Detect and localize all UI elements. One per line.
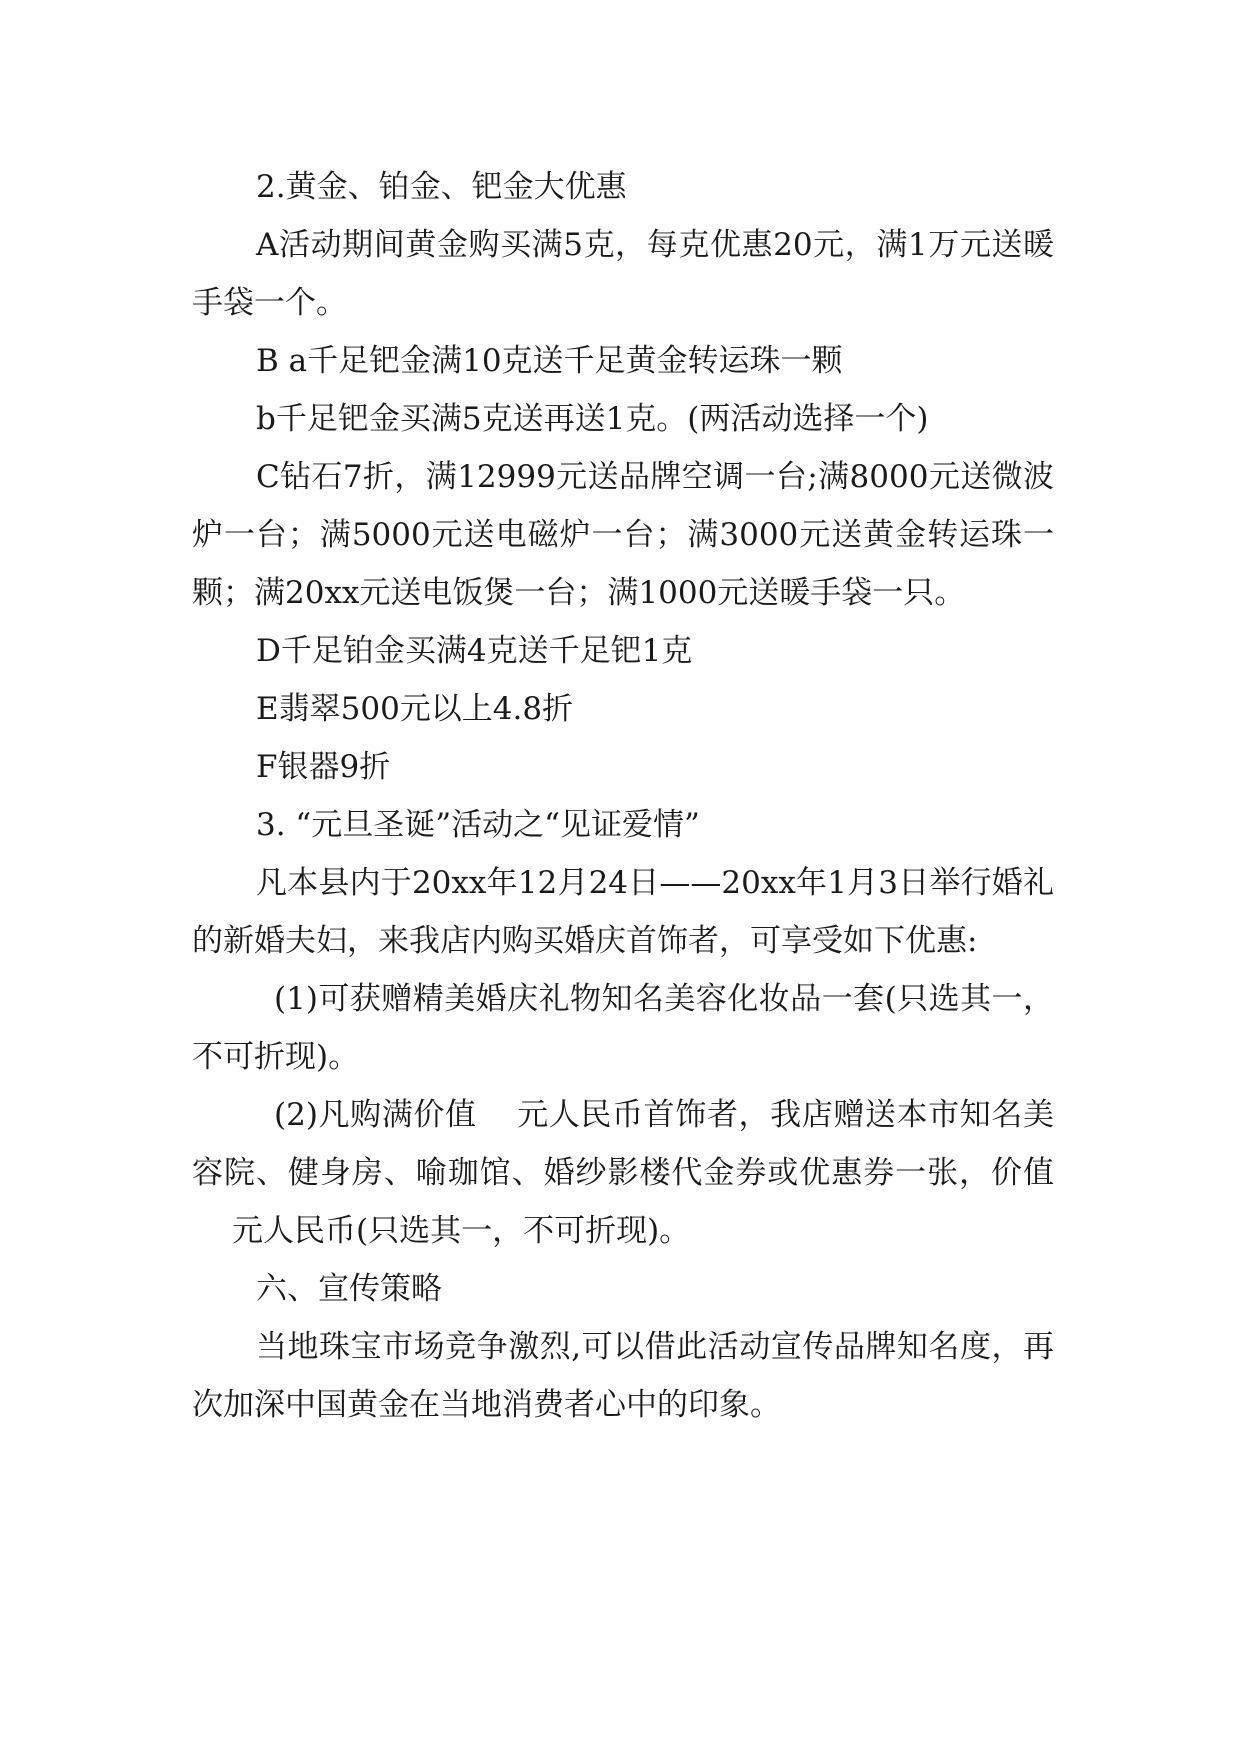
paragraph-item-c: C钻石7折，满12999元送品牌空调一台;满8000元送微波炉一台；满5000元送电磁炉一台；满3000元送黄金转运珠一颗；满20xx元送电饭煲一台；满1000元送暖手袋一只。 [192,459,1054,611]
paragraph-item-e: E翡翠500元以上4.8折 [256,691,574,727]
offer-2-part-2: 元人民币首饰者，我店赠送本市知名美容院、健身房、喻珈馆、婚纱影楼代金券或优惠券一张，价值 [192,1097,1054,1191]
section-heading-gold-discount: 2.黄金、铂金、钯金大优惠 [256,169,627,205]
paragraph-item-b-b: b千足钯金买满5克送再送1克。(两活动选择一个) [256,401,929,437]
paragraph-offer-2 [192,1086,1054,1260]
offer-2-part-3: 元人民币(只选其一，不可折现)。 [232,1213,691,1249]
paragraph-item-a: A活动期间黄金购买满5克，每克优惠20元，满1万元送暖手袋一个。 [192,227,1054,321]
paragraph-item-d: D千足铂金买满4克送千足钯1克 [256,633,693,669]
section-heading-witness-love: 3. “元旦圣诞”活动之“见证爱情” [256,807,700,843]
paragraph-item-f: F银器9折 [256,749,391,785]
paragraph-promotion-strategy: 当地珠宝市场竞争激烈,可以借此活动宣传品牌知名度，再次加深中国黄金在当地消费者心中的印象。 [192,1329,1054,1423]
paragraph-offer-1: (1)可获赠精美婚庆礼物知名美容化妆品一套(只选其一，不可折现)。 [192,981,1054,1075]
offer-2-part-1: (2)凡购满价值 [274,1097,477,1133]
section-heading-promotion-strategy: 六、宣传策略 [256,1271,442,1307]
document-page [192,158,1054,1434]
paragraph-item-b-a: B a千足钯金满10克送千足黄金转运珠一颗 [256,343,843,379]
paragraph-wedding-offer: 凡本县内于20xx年12月24日——20xx年1月3日举行婚礼的新婚夫妇，来我店内购买婚庆首饰者，可享受如下优惠: [192,865,1054,959]
